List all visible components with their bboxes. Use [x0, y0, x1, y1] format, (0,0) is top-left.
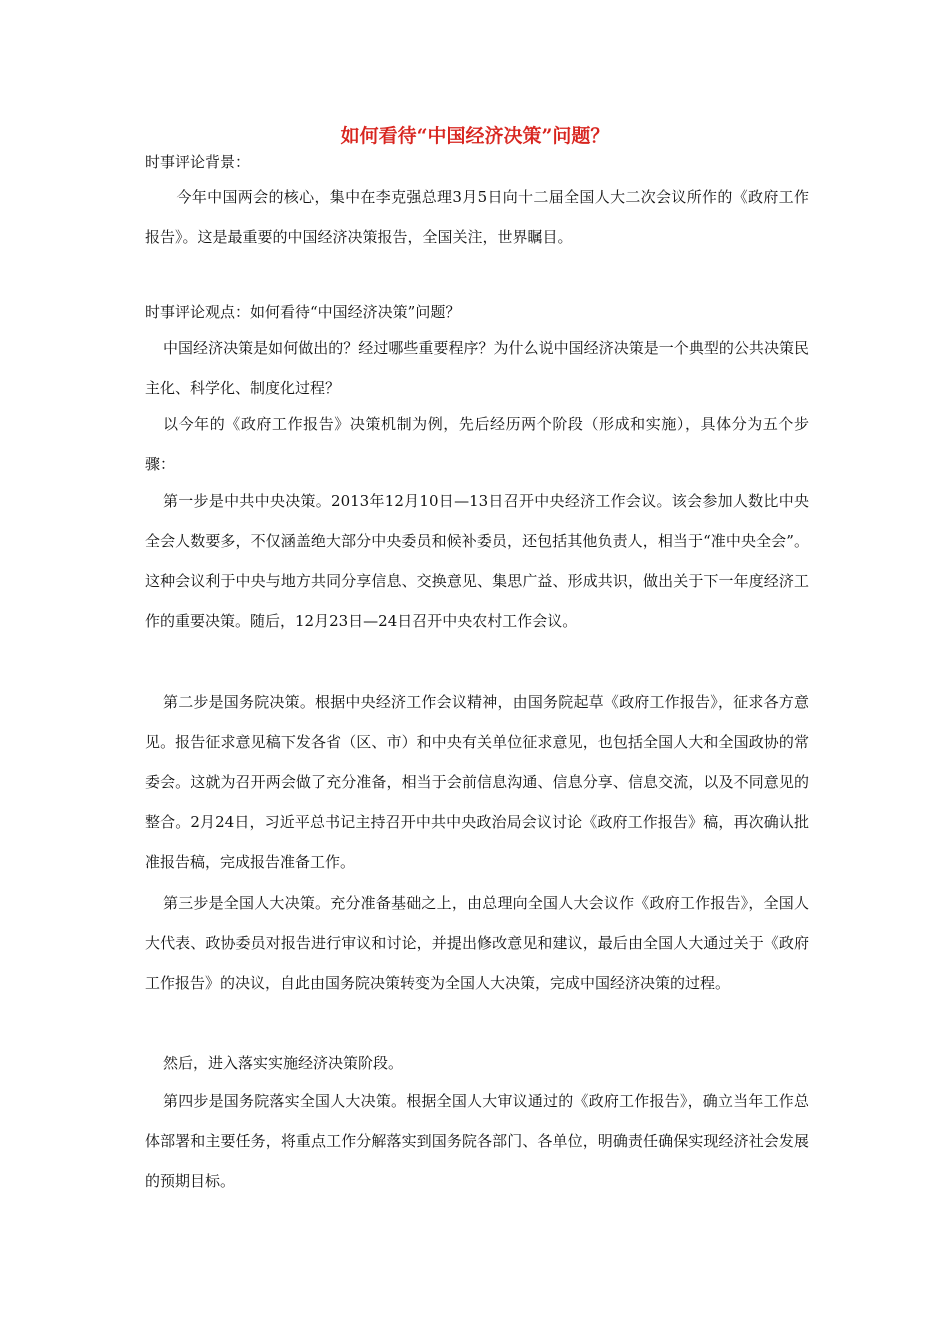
body-paragraph-6: 然后，进入落实实施经济决策阶段。	[163, 1054, 404, 1072]
background-paragraph: 今年中国两会的核心，集中在李克强总理3月5日向十二届全国人大二次会议所作的《政府工作报告》。这是最重要的中国经济决策报告，全国关注，世界瞩目。	[145, 188, 809, 246]
body-paragraph-4: 第二步是国务院决策。根据中央经济工作会议精神，由国务院起草《政府工作报告》，征求各方意见。报告征求意见稿下发各省（区、市）和中央有关单位征求意见，也包括全国人大和全国政协的常委会。这就为召开两会做了充分准备，相当于会前信息沟通、信息分享、信息交流，以及不同意见的整合。2月24日，习近平总书记主持召开中共中央政治局会议讨论《政府工作报告》稿，再次确认批准报告稿，完成报告准备工作。	[145, 693, 809, 871]
body-paragraph-5: 第三步是全国人大决策。充分准备基础之上，由总理向全国人大会议作《政府工作报告》，全国人大代表、政协委员对报告进行审议和讨论，并提出修改意见和建议，最后由全国人大通过关于《政府工作报告》的决议，自此由国务院决策转变为全国人大决策，完成中国经济决策的过程。	[145, 894, 809, 992]
body-paragraph-7: 第四步是国务院落实全国人大决策。根据全国人大审议通过的《政府工作报告》，确立当年工作总体部署和主要任务，将重点工作分解落实到国务院各部门、各单位，明确责任确保实现经济社会发展的预期目标。	[145, 1092, 809, 1190]
document-title: 如何看待“中国经济决策”问题？	[340, 125, 610, 147]
body-paragraph-3: 第一步是中共中央决策。2013年12月10日—13日召开中央经济工作会议。该会参加人数比中央全会人数要多，不仅涵盖绝大部分中央委员和候补委员，还包括其他负责人，相当于“准中央全会”。这种会议利于中央与地方共同分享信息、交换意见、集思广益、形成共识，做出关于下一年度经济工作的重要决策。随后，12月23日—24日召开中央农村工作会议。	[145, 492, 809, 630]
body-paragraph-1: 中国经济决策是如何做出的？经过哪些重要程序？为什么说中国经济决策是一个典型的公共决策民主化、科学化、制度化过程？	[145, 339, 809, 397]
viewpoint-label: 时事评论观点：如何看待“中国经济决策”问题？	[145, 303, 461, 321]
body-paragraph-2: 以今年的《政府工作报告》决策机制为例，先后经历两个阶段（形成和实施），具体分为五个步骤：	[145, 415, 809, 473]
background-label: 时事评论背景：	[145, 153, 251, 171]
